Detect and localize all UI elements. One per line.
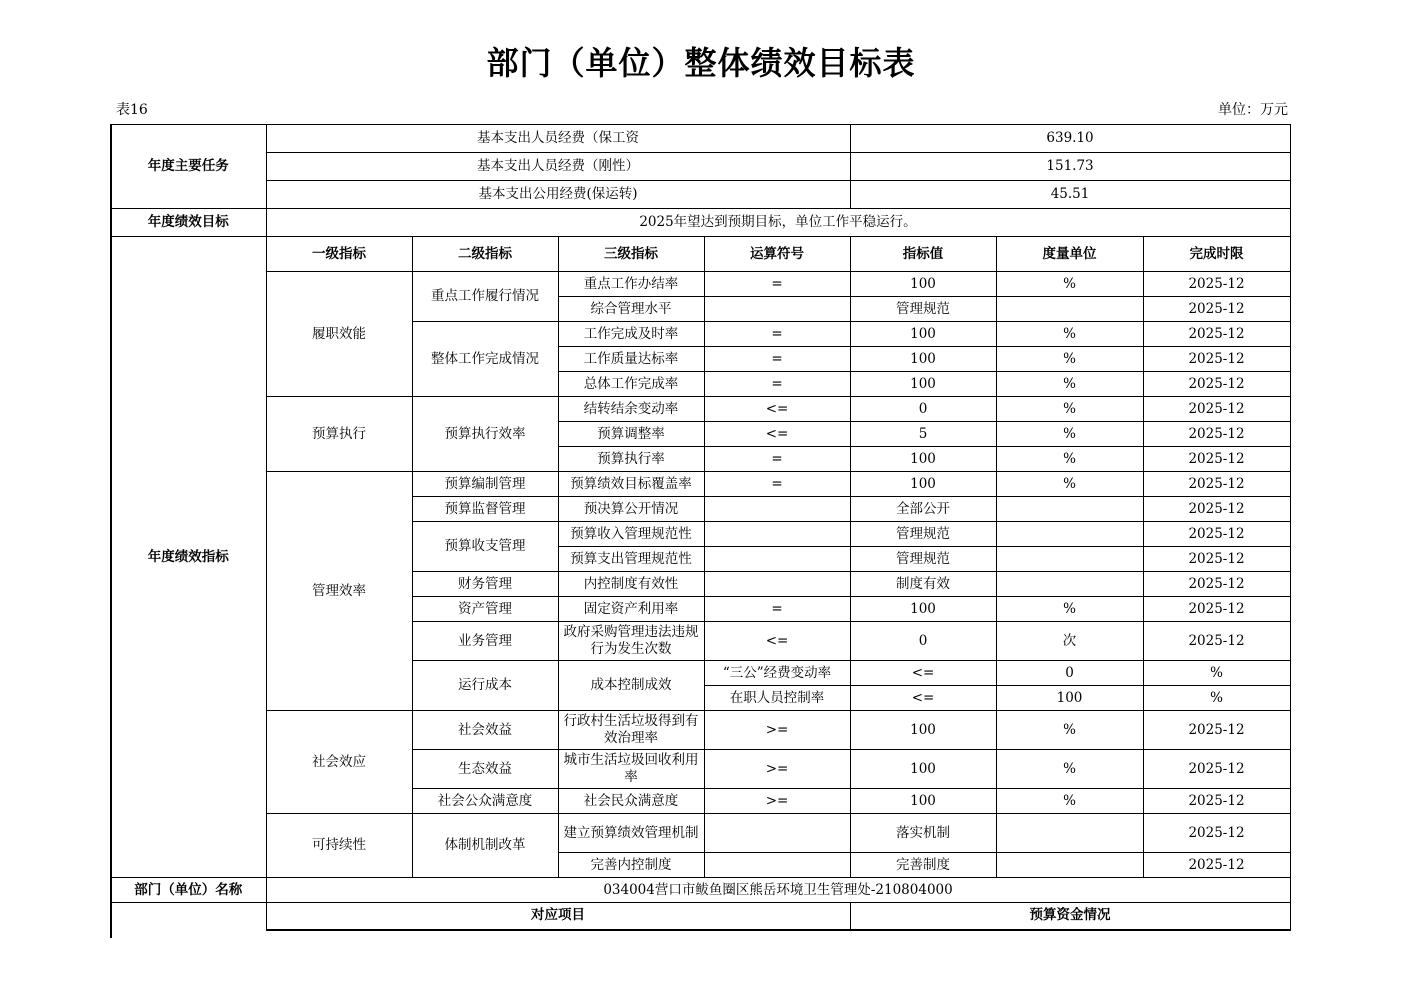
indicator-value: 100 [850,472,996,497]
level3-indicator: 重点工作办结率 [558,272,704,297]
measure-unit [996,572,1143,597]
task-amount: 151.73 [850,153,1290,181]
level3-indicator: 工作完成及时率 [558,322,704,347]
operator: = [704,322,850,347]
indicator-value: 100 [850,322,996,347]
operator [704,522,850,547]
operator: = [704,447,850,472]
deadline: 2025-12 [1143,447,1290,472]
operator: <= [704,622,850,661]
indicator-value: 100 [996,686,1143,711]
operator: = [704,597,850,622]
deadline: 2025-12 [1143,597,1290,622]
operator: = [704,347,850,372]
indicator-value: 100 [850,750,996,789]
measure-unit [996,497,1143,522]
measure-unit [996,522,1143,547]
indicator-value: 管理规范 [850,522,996,547]
table-row [111,472,1290,497]
operator: <= [850,686,996,711]
indicator-value: 0 [996,661,1143,686]
level1-indicator: 履职效能 [266,272,412,397]
level2-indicator: 生态效益 [412,750,558,789]
level2-indicator: 成本控制成效 [558,661,704,711]
level3-indicator: 社会民众满意度 [558,789,704,814]
department-label: 部门（单位）名称 [111,878,266,903]
indicators-label: 年度绩效指标 [111,237,266,878]
level2-indicator: 资产管理 [412,597,558,622]
deadline: 2025-12 [1143,711,1290,750]
operator [704,814,850,853]
header-cell: 二级指标 [412,237,558,272]
task-amount: 45.51 [850,181,1290,209]
task-amount: 639.10 [850,125,1290,153]
annual-goal-text: 2025年望达到预期目标，单位工作平稳运行。 [266,209,1290,237]
level2-indicator: 整体工作完成情况 [412,322,558,397]
level2-indicator: 社会公众满意度 [412,789,558,814]
indicator-value: 完善制度 [850,853,996,878]
measure-unit: % [996,347,1143,372]
table-row [111,272,1290,297]
indicator-value: 100 [850,597,996,622]
operator [704,853,850,878]
level3-indicator: 预算执行率 [558,447,704,472]
measure-unit: % [996,597,1143,622]
measure-unit [996,547,1143,572]
department-name: 034004营口市鲅鱼圈区熊岳环境卫生管理处-210804000 [266,878,1290,903]
operator [704,547,850,572]
level2-indicator: 社会效益 [412,711,558,750]
deadline: 2025-12 [1143,347,1290,372]
level2-indicator: 预算监督管理 [412,497,558,522]
level3-indicator: 行政村生活垃圾得到有效治理率 [558,711,704,750]
level3-indicator: 预决算公开情况 [558,497,704,522]
deadline: 2025-12 [1143,422,1290,447]
footer-blank [111,903,266,930]
header-cell: 一级指标 [266,237,412,272]
indicator-value: 管理规范 [850,297,996,322]
header-cell: 度量单位 [996,237,1143,272]
measure-unit: % [996,422,1143,447]
header-cell: 完成时限 [1143,237,1290,272]
level3-indicator: 预算收入管理规范性 [558,522,704,547]
operator: >= [704,789,850,814]
operator: <= [704,397,850,422]
level2-indicator: 重点工作履行情况 [412,272,558,322]
deadline: 2025-12 [1143,372,1290,397]
header-cell: 指标值 [850,237,996,272]
table-row [111,814,1290,853]
operator: = [704,472,850,497]
table-number: 表16 [116,102,148,118]
indicator-value: 100 [850,272,996,297]
task-name: 基本支出公用经费(保运转) [266,181,850,209]
measure-unit: % [996,472,1143,497]
level3-indicator: 综合管理水平 [558,297,704,322]
measure-unit: % [1143,686,1290,711]
indicator-value: 0 [850,622,996,661]
indicator-value: 100 [850,347,996,372]
measure-unit: % [996,272,1143,297]
operator: >= [704,750,850,789]
task-name: 基本支出人员经费（保工资 [266,125,850,153]
indicator-value: 100 [850,372,996,397]
deadline: 2025-12 [1143,622,1290,661]
level2-indicator: 财务管理 [412,572,558,597]
level3-indicator: 在职人员控制率 [704,686,850,711]
measure-unit [996,853,1143,878]
measure-unit [996,814,1143,853]
measure-unit: % [996,750,1143,789]
level3-indicator: 政府采购管理违法违规行为发生次数 [558,622,704,661]
measure-unit: 次 [996,622,1143,661]
level2-indicator: 体制机制改革 [412,814,558,878]
level3-indicator: “三公”经费变动率 [704,661,850,686]
level3-indicator: 结转结余变动率 [558,397,704,422]
indicator-value: 100 [850,447,996,472]
deadline: 2025-12 [1143,789,1290,814]
level3-indicator: 城市生活垃圾回收利用率 [558,750,704,789]
deadline: 2025-12 [1143,572,1290,597]
level3-indicator: 预算支出管理规范性 [558,547,704,572]
operator: <= [704,422,850,447]
operator: <= [850,661,996,686]
deadline: 2025-12 [1143,322,1290,347]
operator: >= [704,711,850,750]
operator: = [704,372,850,397]
footer-project: 对应项目 [266,903,850,930]
level1-indicator: 社会效应 [266,711,412,814]
level2-indicator: 预算收支管理 [412,522,558,572]
level3-indicator: 建立预算绩效管理机制 [558,814,704,853]
table-row [111,711,1290,750]
indicator-value: 管理规范 [850,547,996,572]
measure-unit: % [996,711,1143,750]
indicator-value: 100 [850,789,996,814]
measure-unit: % [996,397,1143,422]
deadline: 2025-12 [1143,497,1290,522]
deadline: 2025-12 [1143,272,1290,297]
indicator-value: 落实机制 [850,814,996,853]
task-name: 基本支出人员经费（刚性） [266,153,850,181]
deadline: 2025-12 [1143,814,1290,853]
indicator-value: 0 [850,397,996,422]
operator [704,572,850,597]
level2-indicator: 预算执行效率 [412,397,558,472]
header-cell: 运算符号 [704,237,850,272]
level1-indicator: 运行成本 [412,661,558,711]
measure-unit: % [996,789,1143,814]
deadline: 2025-12 [1143,472,1290,497]
deadline: 2025-12 [1143,750,1290,789]
operator: = [704,272,850,297]
header-cell: 三级指标 [558,237,704,272]
level1-indicator: 管理效率 [266,472,412,711]
level1-indicator: 预算执行 [266,397,412,472]
deadline: 2025-12 [1143,522,1290,547]
measure-unit: % [996,447,1143,472]
indicator-value: 100 [850,711,996,750]
deadline: 2025-12 [1143,547,1290,572]
measure-unit: % [1143,661,1290,686]
level3-indicator: 完善内控制度 [558,853,704,878]
level2-indicator: 预算编制管理 [412,472,558,497]
level3-indicator: 预算绩效目标覆盖率 [558,472,704,497]
operator [704,497,850,522]
level3-indicator: 固定资产利用率 [558,597,704,622]
deadline: 2025-12 [1143,853,1290,878]
page-title: 部门（单位）整体绩效目标表 [486,44,916,82]
level1-indicator: 可持续性 [266,814,412,878]
indicator-value: 制度有效 [850,572,996,597]
deadline: 2025-12 [1143,397,1290,422]
measure-unit: % [996,322,1143,347]
performance-table [111,124,1291,931]
unit-label: 单位：万元 [1218,102,1288,118]
annual-goal-label: 年度绩效目标 [111,209,266,237]
deadline: 2025-12 [1143,297,1290,322]
footer-budget: 预算资金情况 [850,903,1290,930]
level2-indicator: 业务管理 [412,622,558,661]
indicator-value: 全部公开 [850,497,996,522]
level3-indicator: 内控制度有效性 [558,572,704,597]
annual-tasks-label: 年度主要任务 [111,125,266,209]
measure-unit [996,297,1143,322]
indicator-value: 5 [850,422,996,447]
level3-indicator: 预算调整率 [558,422,704,447]
measure-unit: % [996,372,1143,397]
table-row [111,397,1290,422]
operator [704,297,850,322]
level3-indicator: 工作质量达标率 [558,347,704,372]
level3-indicator: 总体工作完成率 [558,372,704,397]
